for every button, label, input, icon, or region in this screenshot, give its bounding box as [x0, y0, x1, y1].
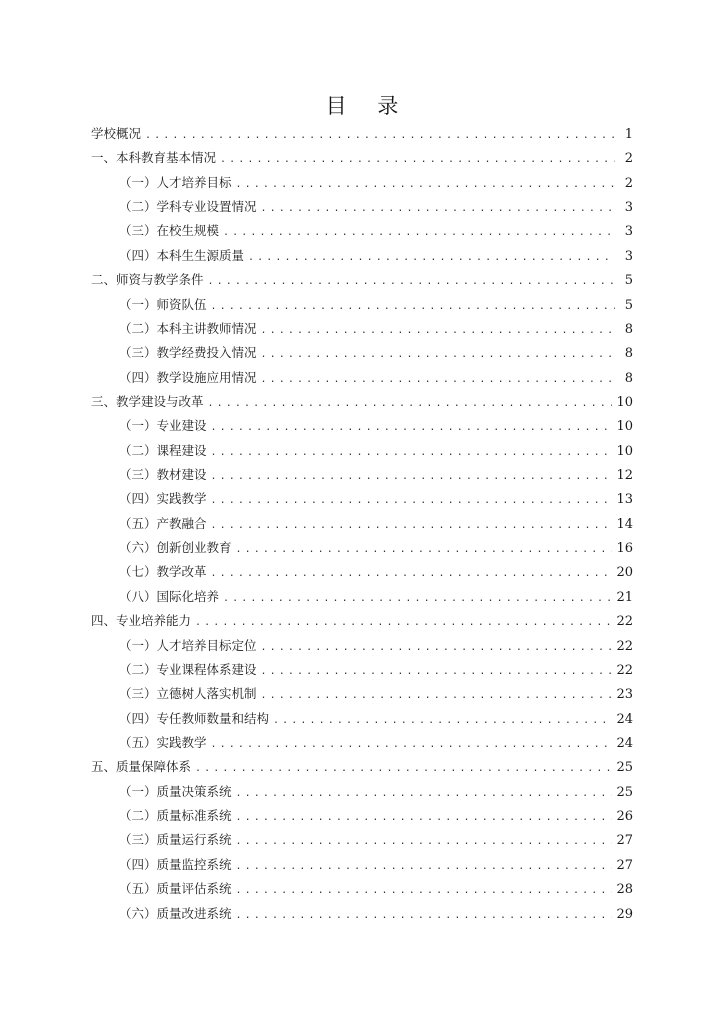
toc-subsection-entry[interactable]: [91, 560, 633, 584]
toc-dot-leader: [261, 660, 613, 684]
toc-entry-page-number: 8: [624, 346, 633, 362]
toc-subsection-entry[interactable]: [91, 804, 633, 828]
toc-dot-leader: [261, 343, 615, 367]
toc-entry-page-number: 22: [616, 614, 633, 630]
toc-entry-label: 一、本科教育基本情况: [91, 150, 217, 166]
toc-dot-leader: [236, 538, 613, 562]
toc-entry-label: （三）在校生规模: [119, 223, 220, 239]
toc-dot-leader: [211, 514, 613, 538]
toc-dot-leader: [211, 416, 613, 440]
toc-dot-leader: [211, 489, 613, 513]
toc-entry-label: 三、教学建设与改革: [91, 393, 204, 409]
toc-subsection-entry[interactable]: [91, 536, 633, 560]
toc-entry-label: （二）学科专业设置情况: [119, 199, 257, 215]
toc-entry-label: （一）人才培养目标定位: [119, 637, 257, 653]
toc-subsection-entry[interactable]: [91, 780, 633, 804]
toc-entry-page-number: 10: [616, 394, 633, 410]
toc-subsection-entry[interactable]: [91, 731, 633, 755]
toc-entry-page-number: 26: [616, 809, 633, 825]
toc-entry-page-number: 3: [624, 224, 633, 240]
toc-subsection-entry[interactable]: [91, 585, 633, 609]
toc-entry-page-number: 20: [616, 565, 633, 581]
toc-entry-page-number: 23: [616, 687, 633, 703]
toc-subsection-entry[interactable]: [91, 414, 633, 438]
toc-entry-page-number: 16: [616, 541, 633, 557]
toc-subsection-entry[interactable]: [91, 439, 633, 463]
toc-entry-page-number: 29: [616, 906, 633, 922]
toc-subsection-entry[interactable]: [91, 853, 633, 877]
toc-subsection-entry[interactable]: [91, 463, 633, 487]
toc-subsection-entry[interactable]: [91, 682, 633, 706]
toc-dot-leader: [211, 733, 613, 757]
toc-entry-page-number: 3: [624, 248, 633, 264]
toc-entry-label: （一）师资队伍: [119, 296, 207, 312]
toc-section-entry[interactable]: [91, 146, 633, 170]
toc-subsection-entry[interactable]: [91, 317, 633, 341]
toc-dot-leader: [236, 904, 613, 928]
toc-subsection-entry[interactable]: [91, 512, 633, 536]
toc-entry-label: （三）质量运行系统: [119, 832, 232, 848]
toc-entry-page-number: 24: [616, 711, 633, 727]
toc-dot-leader: [236, 806, 613, 830]
toc-dot-leader: [236, 855, 613, 879]
toc-entry-page-number: 24: [616, 735, 633, 751]
toc-dot-leader: [223, 221, 615, 245]
toc-subsection-entry[interactable]: [91, 195, 633, 219]
toc-dot-leader: [273, 709, 612, 733]
toc-entry-label: （五）实践教学: [119, 734, 207, 750]
toc-dot-leader: [236, 782, 613, 806]
toc-entry-page-number: 27: [616, 857, 633, 873]
toc-entry-page-number: 8: [624, 370, 633, 386]
toc-subsection-entry[interactable]: [91, 219, 633, 243]
toc-entry-label: （四）教学设施应用情况: [119, 369, 257, 385]
toc-entry-label: （六）质量改进系统: [119, 905, 232, 921]
toc-entry-label: 二、师资与教学条件: [91, 272, 204, 288]
toc-subsection-entry[interactable]: [91, 658, 633, 682]
toc-entry-page-number: 22: [616, 662, 633, 678]
toc-subsection-entry[interactable]: [91, 487, 633, 511]
toc-entry-page-number: 10: [616, 443, 633, 459]
toc-subsection-entry[interactable]: [91, 293, 633, 317]
toc-entry-label: 五、质量保障体系: [91, 759, 192, 775]
toc-entry-label: （五）产教融合: [119, 515, 207, 531]
toc-dot-leader: [261, 636, 613, 660]
toc-entry-label: （二）课程建设: [119, 442, 207, 458]
toc-section-entry[interactable]: [91, 122, 633, 146]
toc-entry-label: （二）质量标准系统: [119, 808, 232, 824]
toc-entry-page-number: 28: [616, 882, 633, 898]
toc-subsection-entry[interactable]: [91, 366, 633, 390]
toc-entry-label: （三）立德树人落实机制: [119, 686, 257, 702]
toc-entry-label: 四、专业培养能力: [91, 613, 192, 629]
toc-title: 目 录: [325, 94, 411, 118]
toc-section-entry[interactable]: [91, 268, 633, 292]
toc-entry-page-number: 5: [624, 273, 633, 289]
toc-subsection-entry[interactable]: [91, 341, 633, 365]
toc-subsection-entry[interactable]: [91, 828, 633, 852]
toc-entry-page-number: 1: [624, 127, 633, 142]
toc-subsection-entry[interactable]: [91, 707, 633, 731]
toc-dot-leader: [211, 441, 613, 465]
toc-subsection-entry[interactable]: [91, 171, 633, 195]
toc-entry-label: （四）实践教学: [119, 491, 207, 507]
toc-entry-page-number: 13: [616, 492, 633, 508]
table-of-contents: [91, 122, 633, 926]
toc-entry-label: （一）质量决策系统: [119, 783, 232, 799]
toc-entry-page-number: 21: [616, 589, 633, 605]
toc-dot-leader: [223, 587, 612, 611]
toc-dot-leader: [236, 173, 615, 197]
toc-section-entry[interactable]: [91, 609, 633, 633]
toc-entry-label: （一）专业建设: [119, 418, 207, 434]
toc-dot-leader: [211, 562, 613, 586]
toc-dot-leader: [208, 392, 613, 416]
toc-entry-label: （二）本科主讲教师情况: [119, 320, 257, 336]
toc-dot-leader: [261, 684, 613, 708]
toc-entry-label: （四）质量监控系统: [119, 856, 232, 872]
toc-entry-label: （五）质量评估系统: [119, 881, 232, 897]
toc-subsection-entry[interactable]: [91, 244, 633, 268]
toc-subsection-entry[interactable]: [91, 634, 633, 658]
toc-dot-leader: [261, 197, 615, 221]
toc-entry-label: （三）教学经费投入情况: [119, 345, 257, 361]
toc-section-entry[interactable]: [91, 390, 633, 414]
toc-dot-leader: [248, 246, 615, 270]
toc-entry-page-number: 2: [624, 175, 633, 191]
toc-entry-page-number: 22: [616, 638, 633, 654]
toc-dot-leader: [236, 879, 613, 903]
toc-dot-leader: [211, 295, 615, 319]
toc-entry-label: （七）教学改革: [119, 564, 207, 580]
toc-entry-label: 学校概况: [91, 126, 142, 141]
toc-entry-page-number: 2: [624, 151, 633, 167]
toc-entry-page-number: 27: [616, 833, 633, 849]
toc-dot-leader: [236, 830, 613, 854]
toc-dot-leader: [261, 319, 615, 343]
toc-entry-label: （八）国际化培养: [119, 588, 220, 604]
toc-dot-leader: [261, 368, 615, 392]
toc-dot-leader: [211, 465, 613, 489]
toc-entry-page-number: 12: [616, 468, 633, 484]
toc-dot-leader: [145, 124, 615, 148]
toc-entry-label: （一）人才培养目标: [119, 174, 232, 190]
toc-entry-label: （六）创新创业教育: [119, 540, 232, 556]
toc-dot-leader: [220, 148, 615, 172]
toc-entry-label: （四）本科生生源质量: [119, 247, 245, 263]
toc-entry-page-number: 8: [624, 321, 633, 337]
toc-entry-label: （三）教材建设: [119, 467, 207, 483]
toc-entry-label: （二）专业课程体系建设: [119, 661, 257, 677]
toc-subsection-entry[interactable]: [91, 902, 633, 926]
toc-section-entry[interactable]: [91, 755, 633, 779]
toc-dot-leader: [208, 270, 615, 294]
toc-entry-page-number: 10: [616, 419, 633, 435]
toc-entry-page-number: 25: [616, 760, 633, 776]
toc-subsection-entry[interactable]: [91, 877, 633, 901]
toc-entry-page-number: 25: [616, 784, 633, 800]
toc-dot-leader: [195, 757, 612, 781]
toc-entry-page-number: 14: [616, 516, 633, 532]
toc-dot-leader: [195, 611, 612, 635]
toc-entry-page-number: 5: [624, 297, 633, 313]
toc-entry-label: （四）专任教师数量和结构: [119, 710, 270, 726]
toc-entry-page-number: 3: [624, 200, 633, 216]
